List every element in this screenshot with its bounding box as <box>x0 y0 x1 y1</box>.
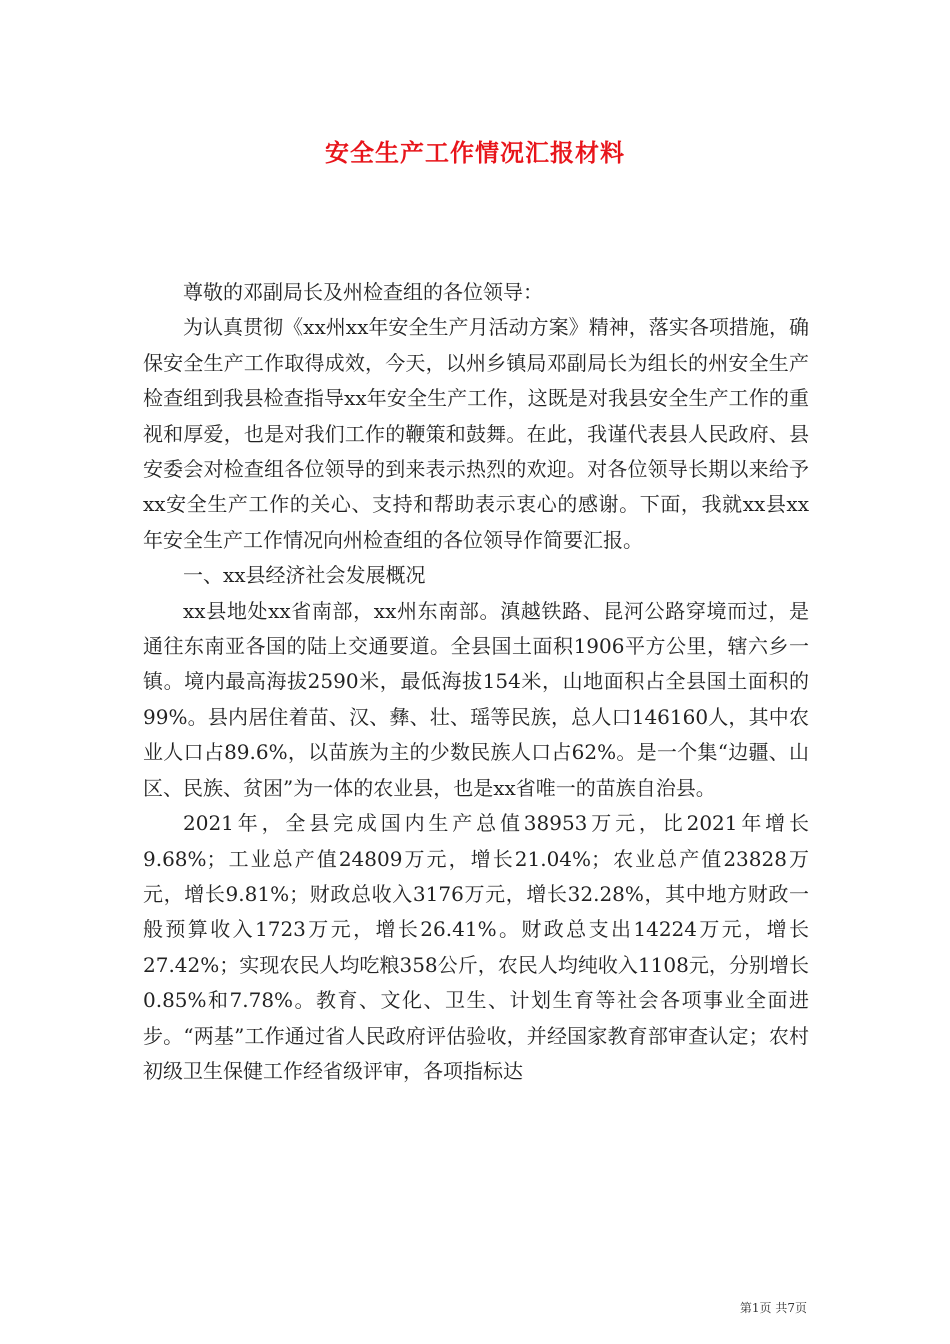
paragraph-salutation: 尊敬的邓副局长及州检查组的各位领导： <box>183 280 543 304</box>
paragraph-intro: 为认真贯彻《xx州xx年安全生产月活动方案》精神，落实各项措施，确保安全生产工作取得成效，今天，以州乡镇局邓副局长为组长的州安全生产检查组到我县检查指导xx年安全生产工作，这既是对我县安全生产工作的重视和厚爱，也是对我们工作的鞭策和鼓舞。在此，我谨代表县人民政府、县安委会对检查组各位领导的到来表示热烈的欢迎。对各位领导长期以来给予xx安全生产工作的关心、支持和帮助表示衷心的感谢。下面，我就xx县xx年安全生产工作情况向州检查组的各位领导作简要汇报。 <box>143 315 809 552</box>
document-body <box>143 275 809 1089</box>
document-title: 安全生产工作情况汇报材料 <box>325 138 625 167</box>
page-number: 第1页 共7页 <box>739 1301 807 1315</box>
section-heading: 一、xx县经济社会发展概况 <box>183 563 426 588</box>
paragraph-overview: xx县地处xx省南部，xx州东南部。滇越铁路、昆河公路穿境而过，是通往东南亚各国的陆上交通要道。全县国土面积1906平方公里，辖六乡一镇。境内最高海拔2590米，最低海拔154米，山地面积占全县国土面积的99%。县内居住着苗、汉、彝、壮、瑶等民族，总人口146160人，其中农业人口占89.6%，以苗族为主的少数民族人口占62%。是一个集“边疆、山区、民族、贫困”为一体的农业县，也是xx省唯一的苗族自治县。 <box>143 598 809 800</box>
paragraph-economy: 2021年，全县完成国内生产总值38953万元，比2021年增长9.68%；工业总产值24809万元，增长21.04%；农业总产值23828万元，增长9.81%；财政总收入3176万元，增长32.28%，其中地方财政一般预算收入1723万元，增长26.41%。财政总支出14224万元，增长27.42%；实现农民人均吃粮358公斤，农民人均纯收入1108元，分别增长0.85%和7.78%。教育、文化、卫生、计划生育等社会各项事业全面进步。“两基”工作通过省人民政府评估验收，并经国家教育部审查认定；农村初级卫生保健工作经省级评审，各项指标达 <box>143 811 809 1083</box>
